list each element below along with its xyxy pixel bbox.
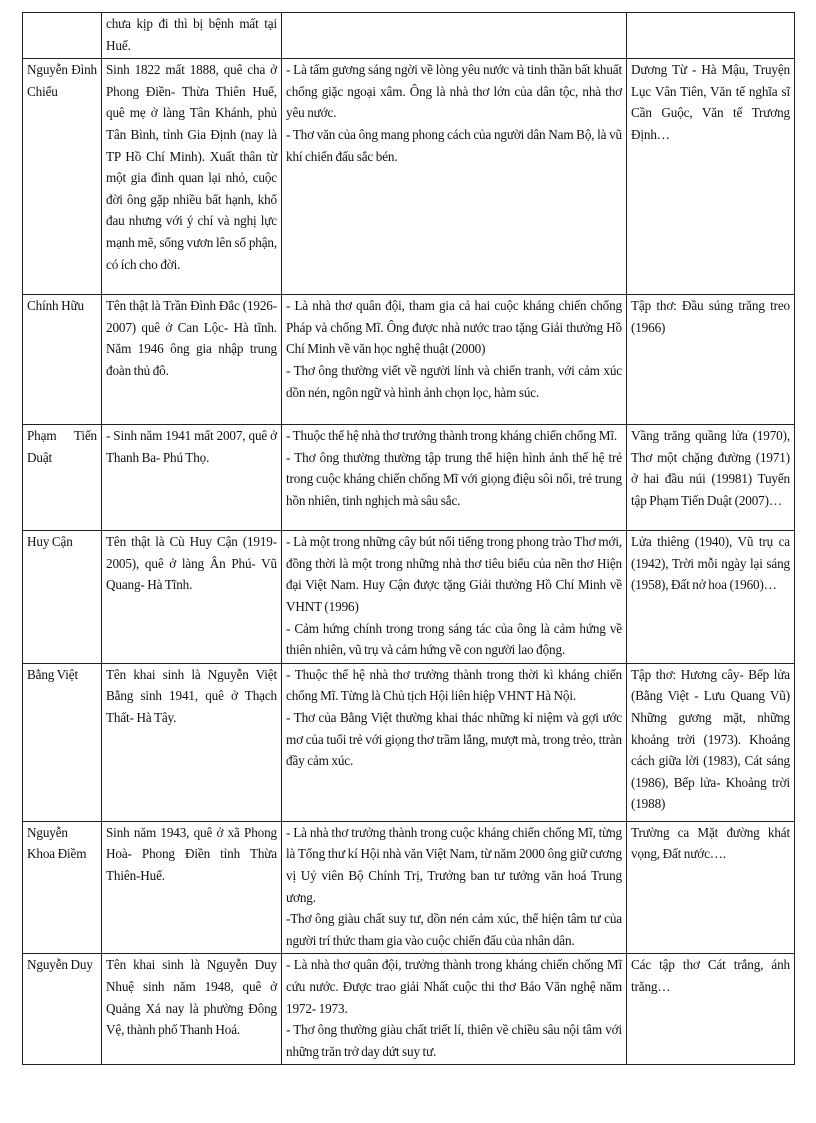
poet-name: Nguyễn Đình Chiểu [23, 59, 102, 295]
poet-bio: Sinh 1822 mất 1888, quê cha ở Phong Điền- Thừa Thiên Huế, quê mẹ ở làng Tân Khánh, phủ Tân Bình, tỉnh Gia Định (nay là TP Hồ Chí Minh). Xuất thân từ một gia đình quan lại nhỏ, cuộc đời ông gặp nhiều bất hạnh, khổ đau nhưng với ý chí và nghị lực mạnh mẽ, sống vươn lên số phận, có ích cho đời. [102, 59, 282, 295]
career-point: - Thơ ông thường giàu chất triết lí, thiên về chiều sâu nội tâm với những trăn trở day dứt suy tư. [286, 1022, 622, 1059]
poet-career [282, 425, 627, 531]
career-point: - Thơ văn của ông mang phong cách của người dân Nam Bộ, là vũ khí chiến đấu sắc bén. [286, 126, 622, 164]
table-row [23, 954, 795, 1065]
career-point: - Là tấm gương sáng ngời về lòng yêu nước và tinh thần bất khuất chống giặc ngoại xâm. Ông là nhà thơ lớn của dân tộc, nhà thơ yêu nước. [286, 62, 622, 121]
poet-bio: Tên khai sinh là Nguyễn Việt Bằng sinh 1941, quê ở Thạch Thất- Hà Tây. [102, 663, 282, 821]
table-row [23, 59, 795, 295]
table-row [23, 531, 795, 664]
career-point: - Thuộc thế hệ nhà thơ trưởng thành trong thời kì kháng chiến chống Mĩ. Từng là Chủ tịch Hội liên hiệp VHNT Hà Nội. [286, 666, 622, 704]
table-row [23, 663, 795, 821]
poet-bio: Tên thật là Cù Huy Cận (1919-2005), quê ở làng Ân Phú- Vũ Quang- Hà Tĩnh. [102, 531, 282, 664]
career-point: - Thơ của Bằng Việt thường khai thác những kỉ niệm và gợi ước mơ của tuổi trẻ với giọng thơ trầm lắng, mượt mà, trong trẻo, ttràn đầy cảm xúc. [286, 709, 622, 769]
poet-name: Nguyễn Khoa Điềm [23, 821, 102, 954]
poet-career [282, 295, 627, 425]
career-point: -Thơ ông giàu chất suy tư, dồn nén cảm xúc, thể hiện tâm tư của người trí thức tham gia vào cuộc chiến đấu của nhân dân. [286, 911, 622, 948]
poet-name: Bằng Việt [23, 663, 102, 821]
poet-career [282, 531, 627, 664]
career-point: - Là nhà thơ quân đội, trưởng thành trong kháng chiến chống Mĩ cứu nước. Được trao giải Nhất cuộc thi thơ Báo Văn nghệ năm 1972- 1973. [286, 957, 622, 1016]
poet-works: Lửa thiêng (1940), Vũ trụ ca (1942), Trời mỗi ngày lại sáng (1958), Đất nở hoa (1960)… [627, 531, 795, 664]
table-row [23, 821, 795, 954]
poet-works: Các tập thơ Cát trắng, ánh trăng… [627, 954, 795, 1065]
poet-bio: - Sinh năm 1941 mất 2007, quê ở Thanh Ba- Phú Thọ. [102, 425, 282, 531]
poet-career [282, 59, 627, 295]
career-point: - Là một trong những cây bút nổi tiếng trong phong trào Thơ mới, đồng thời là một trong những nhà thơ tiêu biểu của nền thơ Hiện đại Việt Nam. Huy Cận được tặng Giải thưởng Hồ Chí Minh về VHNT (1996) [286, 534, 622, 614]
poet-bio: Tên thật là Trần Đình Đắc (1926-2007) quê ở Can Lộc- Hà tĩnh. Năm 1946 ông gia nhập trung đoàn thủ đô. [102, 295, 282, 425]
document-page [22, 12, 794, 1065]
poet-bio: chưa kịp đi thì bị bệnh mất tại Huế. [102, 13, 282, 59]
poet-career [282, 13, 627, 59]
table-row [23, 425, 795, 531]
poet-name: Phạm Tiến Duật [23, 425, 102, 531]
poet-works: Trường ca Mặt đường khát vọng, Đất nước…. [627, 821, 795, 954]
poet-works: Dương Từ - Hà Mậu, Truyện Lục Vân Tiên, Văn tế nghĩa sĩ Cần Guộc, Văn tế Trương Định… [627, 59, 795, 295]
table-row [23, 295, 795, 425]
career-point: - Là nhà thơ trưởng thành trong cuộc kháng chiến chống Mĩ, từng là Tổng thư kí Hội nhà văn Việt Nam, từ năm 2000 ông giữ cương vị Uỷ viên Bộ Chính Trị, Trưởng ban tư tưởng văn hoá Trung ương. [286, 824, 622, 905]
poet-career [282, 663, 627, 821]
poet-works: Vầng trăng quầng lửa (1970), Thơ một chặng đường (1971) ở hai đầu núi (19981) Tuyển tập Phạm Tiến Duật (2007)… [627, 425, 795, 531]
poet-works: Tập thơ: Hương cây- Bếp lửa (Bằng Việt - Lưu Quang Vũ) Những gương mặt, những khoảng trời (1973). Khoảng cách giữa lời (1983), Cát sáng (1986), Bếp lửa- Khoảng trời (1988) [627, 663, 795, 821]
poet-name: Nguyễn Duy [23, 954, 102, 1065]
career-point: - Thơ ông thường thường tập trung thể hiện hình ảnh thế hệ trẻ trong cuộc kháng chiến chống Mĩ với giọng điệu sôi nổi, trẻ trung hồn nhiên, tinh nghịch mà sâu sắc. [286, 449, 622, 508]
poet-works [627, 13, 795, 59]
poet-name: Huy Cận [23, 531, 102, 664]
poet-bio: Tên khai sinh là Nguyễn Duy Nhuệ sinh năm 1948, quê ở Quảng Xá nay là phường Đông Vệ, thành phố Thanh Hoá. [102, 954, 282, 1065]
career-point: - Cảm hứng chính trong trong sáng tác của ông là cảm hứng về thiên nhiên, vũ trụ và cảm hứng về con người lao động. [286, 620, 622, 658]
poet-career [282, 821, 627, 954]
poet-name: Chính Hữu [23, 295, 102, 425]
career-point: - Là nhà thơ quân đội, tham gia cả hai cuộc kháng chiến chống Pháp và chống Mĩ. Ông được nhà nước trao tặng Giải thưởng Hồ Chí Minh về văn học nghệ thuật (2000) [286, 298, 622, 357]
poet-works: Tập thơ: Đầu súng trăng treo (1966) [627, 295, 795, 425]
career-point: - Thuộc thế hệ nhà thơ trưởng thành trong kháng chiến chống Mĩ. [286, 428, 617, 444]
poet-career [282, 954, 627, 1065]
career-point: - Thơ ông thường viết về người lính và chiến tranh, với cảm xúc dồn nén, ngôn ngữ và hình ảnh chọn lọc, hàm súc. [286, 362, 622, 400]
poet-name [23, 13, 102, 59]
table-row [23, 13, 795, 59]
poet-bio: Sinh năm 1943, quê ở xã Phong Hoà- Phong Điền tỉnh Thừa Thiên-Huế. [102, 821, 282, 954]
poets-table [22, 12, 795, 1065]
